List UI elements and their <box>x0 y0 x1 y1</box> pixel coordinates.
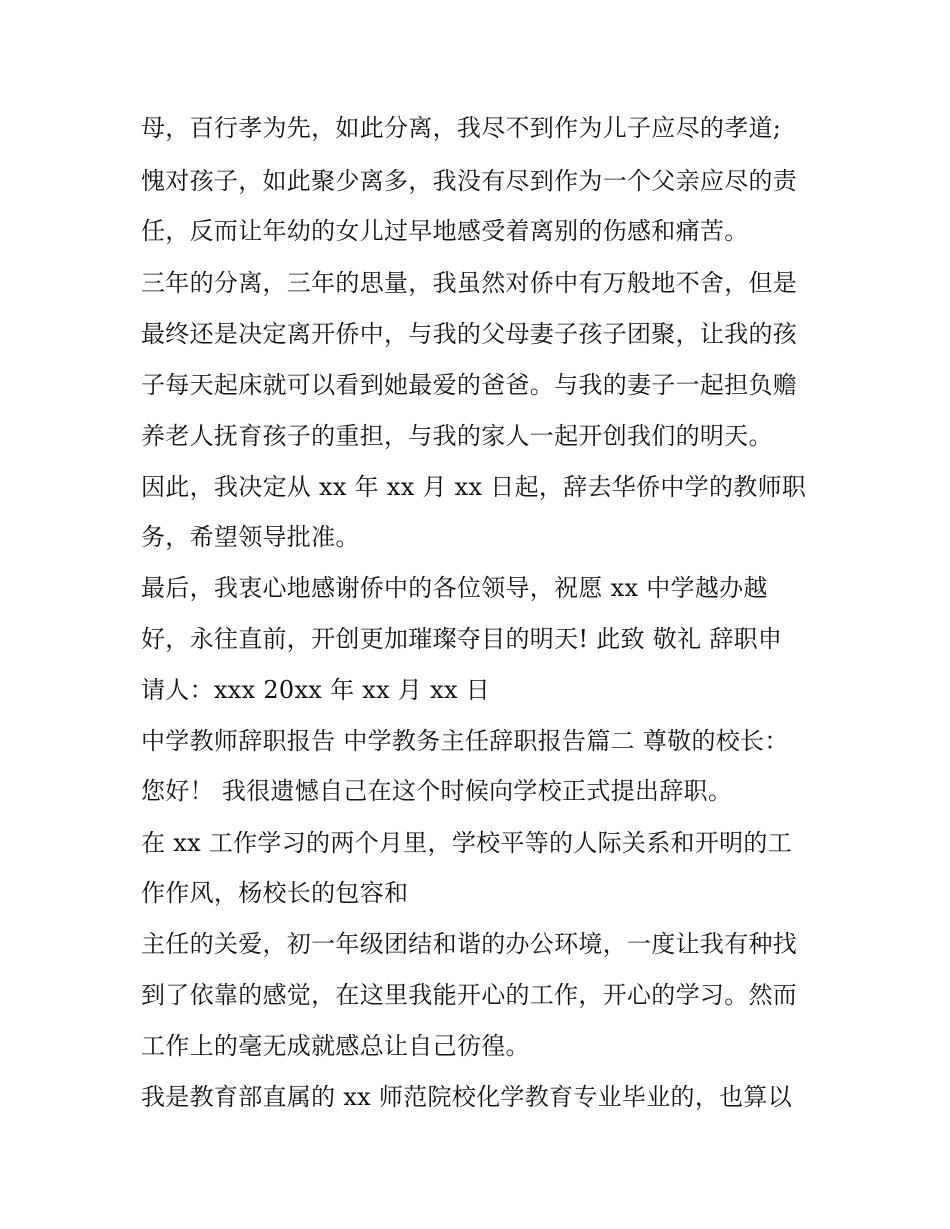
text-line: 主任的关爱，初一年级团结和谐的办公环境，一度让我有种找 <box>141 930 798 958</box>
text-line: 中学教师辞职报告 中学教务主任辞职报告篇二 尊敬的校长： <box>141 727 789 755</box>
text-line: 我是教育部直属的 xx 师范院校化学教育专业毕业的，也算以 <box>141 1083 793 1111</box>
text-line: 您好！ 我很遗憾自己在这个时候向学校正式提出辞职。 <box>141 777 733 805</box>
text-line: 请人：xxx 20xx 年 xx 月 xx 日 <box>141 676 491 704</box>
text-line: 在 xx 工作学习的两个月里，学校平等的人际关系和开明的工 <box>141 829 793 857</box>
text-line: 子每天起床就可以看到她最爱的爸爸。与我的妻子一起担负赡 <box>141 371 798 399</box>
text-line: 三年的分离，三年的思量，我虽然对侨中有万般地不舍，但是 <box>141 269 798 297</box>
text-line: 作作风，杨校长的包容和 <box>141 879 409 907</box>
text-line: 到了依靠的感觉，在这里我能开心的工作，开心的学习。然而 <box>141 981 798 1009</box>
text-line: 务，希望领导批准。 <box>141 523 360 551</box>
text-line: 好，永往直前，开创更加璀璨夺目的明天! 此致 敬礼 辞职申 <box>141 625 783 653</box>
text-line: 养老人抚育孩子的重担，与我的家人一起开创我们的明天。 <box>141 422 773 450</box>
text-line: 最终还是决定离开侨中，与我的父母妻子孩子团聚，让我的孩 <box>141 320 798 348</box>
text-line: 愧对孩子，如此聚少离多，我没有尽到作为一个父亲应尽的责 <box>141 167 798 195</box>
text-line: 因此，我决定从 xx 年 xx 月 xx 日起，辞去华侨中学的教师职 <box>141 473 807 501</box>
text-line: 母，百行孝为先，如此分离，我尽不到作为儿子应尽的孝道; <box>141 114 782 142</box>
text-line: 工作上的毫无成就感总让自己彷徨。 <box>141 1032 530 1060</box>
text-line: 最后，我衷心地感谢侨中的各位领导，祝愿 xx 中学越办越 <box>141 574 768 602</box>
text-line: 任，反而让年幼的女儿过早地感受着离别的伤感和痛苦。 <box>141 217 749 245</box>
